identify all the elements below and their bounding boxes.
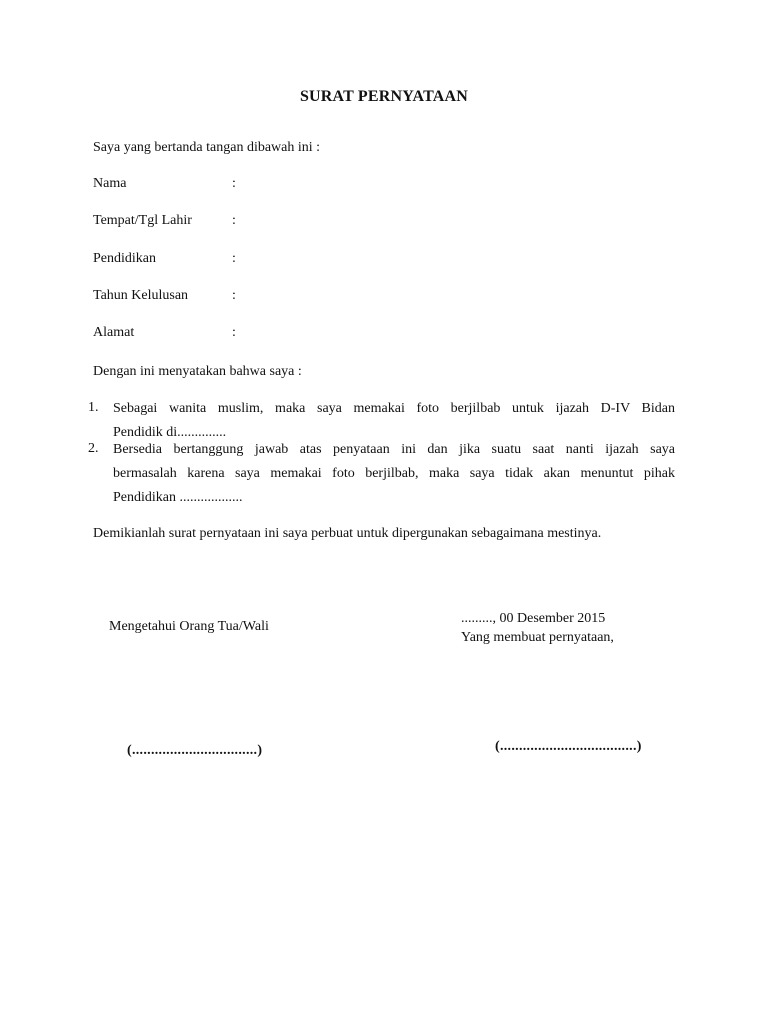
signature-date: ........., 00 Desember 2015 bbox=[461, 611, 606, 626]
closing-text: Demikianlah surat pernyataan ini saya perbuat untuk dipergunakan sebagaimana mestinya. bbox=[93, 526, 602, 541]
field-label: Tahun Kelulusan bbox=[93, 288, 189, 303]
field-label: Alamat bbox=[93, 325, 135, 340]
statement-body bbox=[113, 441, 675, 513]
intro-text: Saya yang bertanda tangan dibawah ini : bbox=[93, 140, 321, 155]
statement-number: 2. bbox=[88, 441, 99, 456]
document-title: SURAT PERNYATAAN bbox=[299, 88, 469, 105]
declarant-signature-line: (....................................) bbox=[495, 739, 642, 754]
field-separator: : bbox=[232, 325, 236, 340]
statement-number: 1. bbox=[88, 400, 99, 415]
statement-line: Bersedia bertanggung jawab atas penyataan ini dan jika suatu saat nanti ijazah saya bbox=[113, 442, 675, 457]
field-separator: : bbox=[232, 251, 236, 266]
field-label: Nama bbox=[93, 176, 127, 191]
field-label: Tempat/Tgl Lahir bbox=[93, 213, 192, 228]
guardian-signature-line: (.................................) bbox=[127, 743, 263, 758]
statement-line: bermasalah karena saya memakai foto berjilbab, maka saya tidak akan menuntut pihak bbox=[113, 466, 675, 481]
field-label: Pendidikan bbox=[93, 251, 156, 266]
statement-line: Pendidik di.............. bbox=[113, 425, 227, 440]
declarant-signature-title: Yang membuat pernyataan, bbox=[461, 630, 614, 645]
declaration-intro: Dengan ini menyatakan bahwa saya : bbox=[93, 364, 302, 379]
field-separator: : bbox=[232, 176, 236, 191]
statement-line: Pendidikan .................. bbox=[113, 490, 243, 505]
guardian-signature-title: Mengetahui Orang Tua/Wali bbox=[109, 619, 269, 634]
field-separator: : bbox=[232, 213, 236, 228]
field-separator: : bbox=[232, 288, 236, 303]
statement-line: Sebagai wanita muslim, maka saya memakai foto berjilbab untuk ijazah D-IV Bidan bbox=[113, 401, 675, 416]
